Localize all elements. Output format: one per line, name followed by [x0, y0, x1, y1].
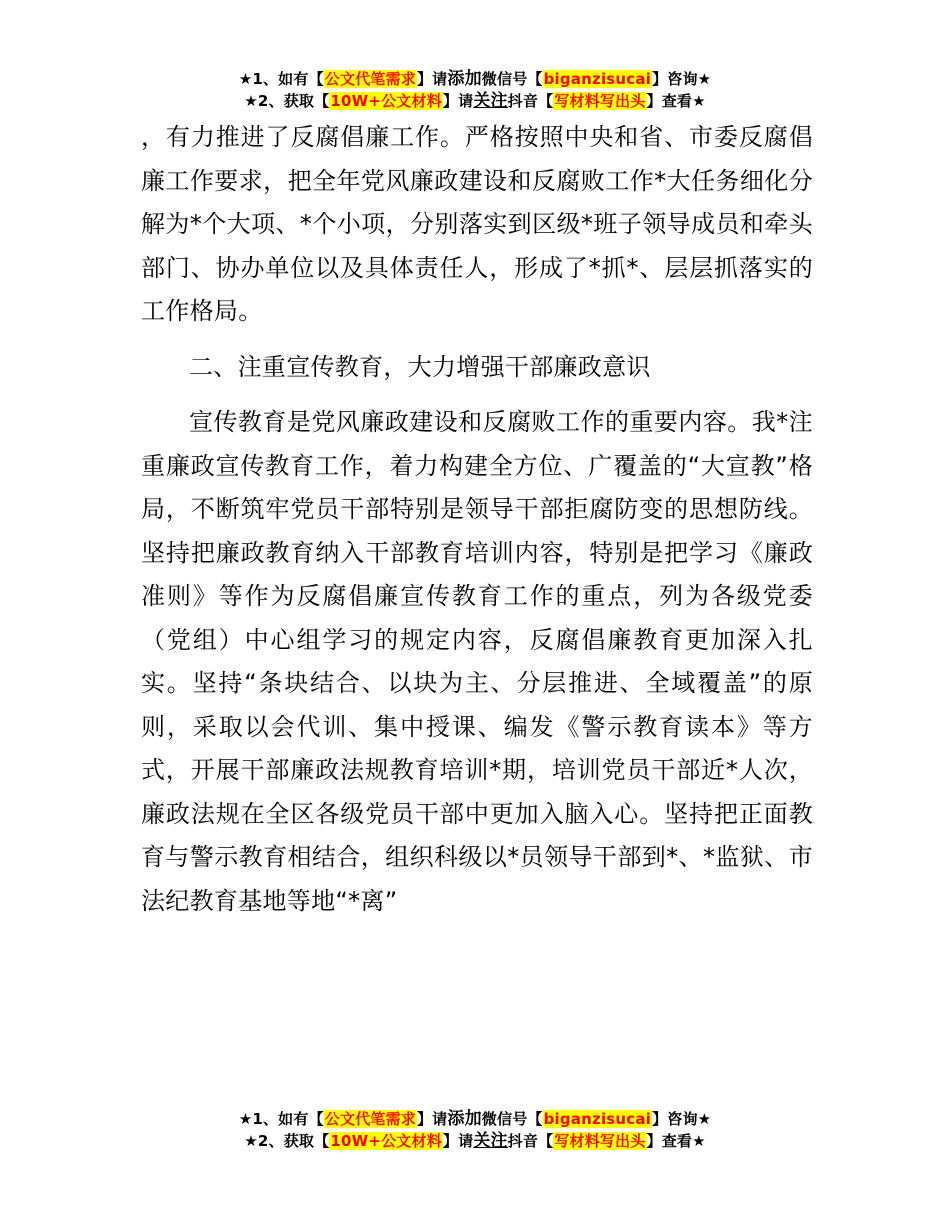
promo-text: 】查看★	[646, 92, 706, 110]
promo-highlight: 写材料写出头	[554, 1132, 646, 1150]
header-promo	[0, 68, 950, 112]
promo-text: 抖音【	[507, 1132, 554, 1150]
promo-text: 抖音【	[507, 92, 554, 110]
promo-text: 】咨询★	[652, 70, 712, 88]
promo-line-1	[0, 1108, 950, 1130]
promo-text: 添加	[447, 69, 482, 89]
promo-text: ★1、如有【	[238, 70, 324, 88]
promo-highlight: biganzisucai	[543, 1110, 652, 1128]
promo-highlight: 公文代笔需求	[324, 70, 416, 88]
promo-text: 添加	[447, 1109, 482, 1129]
promo-line-2	[0, 90, 950, 112]
footer-promo	[0, 1108, 950, 1152]
promo-text: ★2、获取【	[244, 1132, 330, 1150]
promo-line-2	[0, 1130, 950, 1152]
promo-text: 微信号【	[481, 70, 543, 88]
promo-text: ★2、获取【	[244, 92, 330, 110]
promo-text: 微信号【	[481, 1110, 543, 1128]
promo-text: 】查看★	[646, 1132, 706, 1150]
promo-text: ★1、如有【	[238, 1110, 324, 1128]
promo-highlight: biganzisucai	[543, 70, 652, 88]
document-body	[141, 116, 813, 923]
promo-highlight: 写材料写出头	[554, 92, 646, 110]
promo-text: 】咨询★	[652, 1110, 712, 1128]
promo-text: 】请	[442, 1132, 474, 1150]
section-heading: 二、注重宣传教育，大力增强干部廉政意识	[189, 352, 651, 381]
promo-highlight: 10W+公文材料	[330, 92, 442, 110]
promo-text: 】请	[416, 1110, 448, 1128]
paragraph: 宣传教育是党风廉政建设和反腐败工作的重要内容。我*注重廉政宣传教育工作，着力构建全方位、广覆盖的“大宣教”格局，不断筑牢党员干部特别是领导干部拒腐防变的思想防线。坚持把廉政教育纳入干部教育培训内容，特别是把学习《廉政准则》等作为反腐倡廉宣传教育工作的重点，列为各级党委（党组）中心组学习的规定内容，反腐倡廉教育更加深入扎实。坚持“条块结合、以块为主、分层推进、全域覆盖”的原则，采取以会代训、集中授课、编发《警示教育读本》等方式，开展干部廉政法规教育培训*期，培训党员干部近*人次，廉政法规在全区各级党员干部中更加入脑入心。坚持把正面教育与警示教育相结合，组织科级以*员领导干部到*、*监狱、市法纪教育基地等地“*离”	[141, 408, 813, 915]
promo-highlight: 10W+公文材料	[330, 1132, 442, 1150]
paragraph: ，有力推进了反腐倡廉工作。严格按照中央和省、市委反腐倡廉工作要求，把全年党风廉政建设和反腐败工作*大任务细化分解为*个大项、*个小项，分别落实到区级*班子领导成员和牵头部门、协办单位以及具体责任人，形成了*抓*、层层抓落实的工作格局。	[141, 123, 813, 325]
promo-text: 关注	[473, 91, 508, 111]
promo-text: 关注	[473, 1131, 508, 1151]
promo-text: 】请	[442, 92, 474, 110]
promo-text: 】请	[416, 70, 448, 88]
promo-line-1	[0, 68, 950, 90]
promo-highlight: 公文代笔需求	[324, 1110, 416, 1128]
